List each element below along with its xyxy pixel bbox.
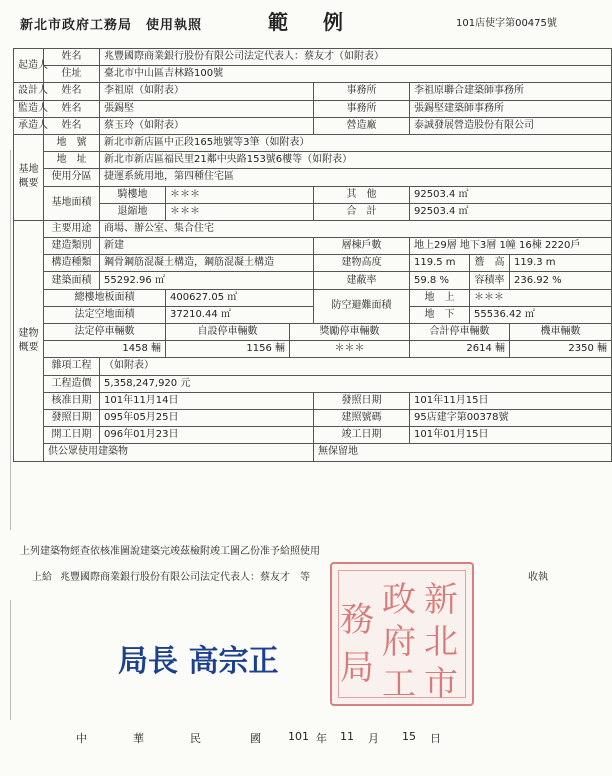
site-address-label: 地 址 (44, 152, 100, 169)
building-total-floor: 400627.05 ㎡ (166, 289, 314, 306)
designer-firm-label: 事務所 (314, 83, 410, 100)
contractor-section-label: 承造人 (14, 117, 44, 134)
building-type: 新建 (100, 238, 314, 255)
contractor-firm: 泰誠發展營造股份有限公司 (410, 117, 612, 134)
issue-date-label: 發照日期 (314, 392, 410, 409)
parking-moto-label: 機車輛數 (510, 324, 612, 341)
license-number: 101店使字第00475號 (456, 18, 557, 29)
finish-date-label: 竣工日期 (314, 427, 410, 444)
parking-legal-label: 法定停車輛數 (44, 324, 166, 341)
building-eave: 119.3 m (510, 255, 612, 272)
date-part: 11 (340, 730, 354, 743)
building-use: 商場、辦公室、集合住宅 (100, 220, 612, 237)
misc-works: （如附表） (100, 358, 612, 375)
site-address: 新北市新店區福民里21鄰中央路153號6樓等（如附表） (100, 152, 612, 169)
finish-date: 101年01月15日 (410, 427, 612, 444)
issue-date: 101年11月15日 (410, 392, 612, 409)
permit-number-label: 建照號碼 (314, 409, 410, 426)
date-part: 中 (76, 732, 87, 745)
building-use-label: 主要用途 (44, 220, 100, 237)
building-civil-defense-label: 防空避難面積 (314, 289, 410, 323)
recipient-name: 兆豐國際商業銀行股份有限公司法定代表人：蔡友才 等 (60, 572, 310, 583)
supervisor-name-label: 姓名 (44, 100, 100, 117)
parking-moto: 2350 輛 (510, 341, 612, 358)
building-far: 236.92 % (510, 272, 612, 289)
building-coverage-label: 建蔽率 (314, 272, 410, 289)
building-structure-label: 構造種類 (44, 255, 100, 272)
left-margin-line (10, 150, 11, 530)
site-section-label: 基地概要 (14, 134, 44, 220)
applicant-address-label: 住址 (44, 66, 100, 83)
license-table (13, 48, 612, 462)
permit-issued: 095年05月25日 (100, 409, 314, 426)
public-use-label: 供公眾使用建築物 (44, 444, 314, 461)
building-below: 55536.42 ㎡ (470, 306, 612, 323)
permit-issued-label: 發照日期 (44, 409, 100, 426)
site-lot: 新北市新店區中正段165地號等3筆（如附表） (100, 134, 612, 151)
building-total-floor-label: 總樓地板面積 (44, 289, 166, 306)
building-height: 119.5 m (410, 255, 470, 272)
building-area: 55292.96 ㎡ (100, 272, 314, 289)
applicant-address: 臺北市中山區吉林路100號 (100, 66, 612, 83)
site-arcade: ＊＊＊ (166, 186, 314, 203)
applicant-name: 兆豐國際商業銀行股份有限公司法定代表人：蔡友才（如附表） (100, 49, 612, 66)
date-part: 華 (133, 732, 144, 745)
date-part: 國 (250, 732, 261, 745)
site-total: 92503.4 ㎡ (410, 203, 612, 220)
site-area-label: 基地面積 (44, 186, 100, 220)
parking-self-label: 自設停車輛數 (166, 324, 290, 341)
date-part: 101 (288, 730, 309, 743)
supervisor-name: 張錫堅 (100, 100, 314, 117)
building-above-label: 地 上 (410, 289, 470, 306)
site-other: 92503.4 ㎡ (410, 186, 612, 203)
date-part: 月 (368, 732, 379, 745)
official-seal: 新 北 市 政 府 工 務 局 (330, 562, 474, 706)
supervisor-section-label: 監造人 (14, 100, 44, 117)
parking-bonus-label: 獎勵停車輛數 (290, 324, 410, 341)
site-zoning: 捷運系統用地，第四種住宅區 (100, 169, 612, 186)
building-coverage: 59.8 % (410, 272, 470, 289)
cost: 5,358,247,920 元 (100, 375, 612, 392)
building-type-label: 建造類別 (44, 238, 100, 255)
recipient-suffix: 收執 (528, 572, 548, 583)
recipient-prefix: 上給 (32, 572, 52, 583)
site-other-label: 其 他 (314, 186, 410, 203)
parking-total-label: 合計停車輛數 (410, 324, 510, 341)
designer-firm: 李祖原聯合建築師事務所 (410, 83, 612, 100)
building-structure: 鋼骨鋼筋混凝土構造，鋼筋混凝土構造 (100, 255, 314, 272)
building-above: ＊＊＊ (470, 289, 612, 306)
applicant-name-label: 姓名 (44, 49, 100, 66)
contractor-name: 蔡玉玲（如附表） (100, 117, 314, 134)
misc-works-label: 雜項工程 (44, 358, 100, 375)
permit-number: 95店建字第00378號 (410, 409, 612, 426)
approval-statement: 上列建築物經查依核准圖說建築完竣茲檢附竣工圖乙份准予給照使用 (20, 546, 320, 557)
building-below-label: 地 下 (410, 306, 470, 323)
building-floors: 地上29層 地下3層 1幢 16棟 2220戶 (410, 238, 612, 255)
parking-bonus: ＊＊＊ (290, 341, 410, 358)
reserved-land-label: 無保留地 (314, 444, 612, 461)
parking-total: 2614 輛 (410, 341, 510, 358)
approve-date-label: 核准日期 (44, 392, 100, 409)
start-date-label: 開工日期 (44, 427, 100, 444)
date-part: 年 (316, 732, 327, 745)
cost-label: 工程造價 (44, 375, 100, 392)
designer-name-label: 姓名 (44, 83, 100, 100)
left-margin-line-lower (10, 600, 11, 720)
approve-date: 101年11月14日 (100, 392, 314, 409)
applicant-section-label: 起造人 (14, 49, 44, 83)
building-area-label: 建築面積 (44, 272, 100, 289)
designer-name: 李祖原（如附表） (100, 83, 314, 100)
document-title: 範 例 (268, 10, 357, 34)
designer-section-label: 設計人 (14, 83, 44, 100)
building-open-space-label: 法定空地面積 (44, 306, 166, 323)
site-arcade-label: 騎樓地 (100, 186, 166, 203)
site-total-label: 合 計 (314, 203, 410, 220)
building-open-space: 37210.44 ㎡ (166, 306, 314, 323)
parking-legal: 1458 輛 (44, 341, 166, 358)
building-far-label: 容積率 (470, 272, 510, 289)
contractor-name-label: 姓名 (44, 117, 100, 134)
site-setback-label: 退縮地 (100, 203, 166, 220)
supervisor-firm-label: 事務所 (314, 100, 410, 117)
site-setback: ＊＊＊ (166, 203, 314, 220)
building-height-label: 建物高度 (314, 255, 410, 272)
date-part: 15 (402, 730, 416, 743)
building-floors-label: 層棟戶數 (314, 238, 410, 255)
date-part: 日 (430, 732, 441, 745)
building-section-label: 建物概要 (14, 220, 44, 461)
supervisor-firm: 張錫堅建築師事務所 (410, 100, 612, 117)
building-eave-label: 簷 高 (470, 255, 510, 272)
start-date: 096年01月23日 (100, 427, 314, 444)
contractor-firm-label: 營造廠 (314, 117, 410, 134)
director-signature: 局長 高宗正 (118, 644, 279, 679)
parking-self: 1156 輛 (166, 341, 290, 358)
header-authority: 新北市政府工務局 使用執照 (20, 18, 203, 33)
date-part: 民 (190, 732, 201, 745)
site-zoning-label: 使用分區 (44, 169, 100, 186)
site-lot-label: 地 號 (44, 134, 100, 151)
